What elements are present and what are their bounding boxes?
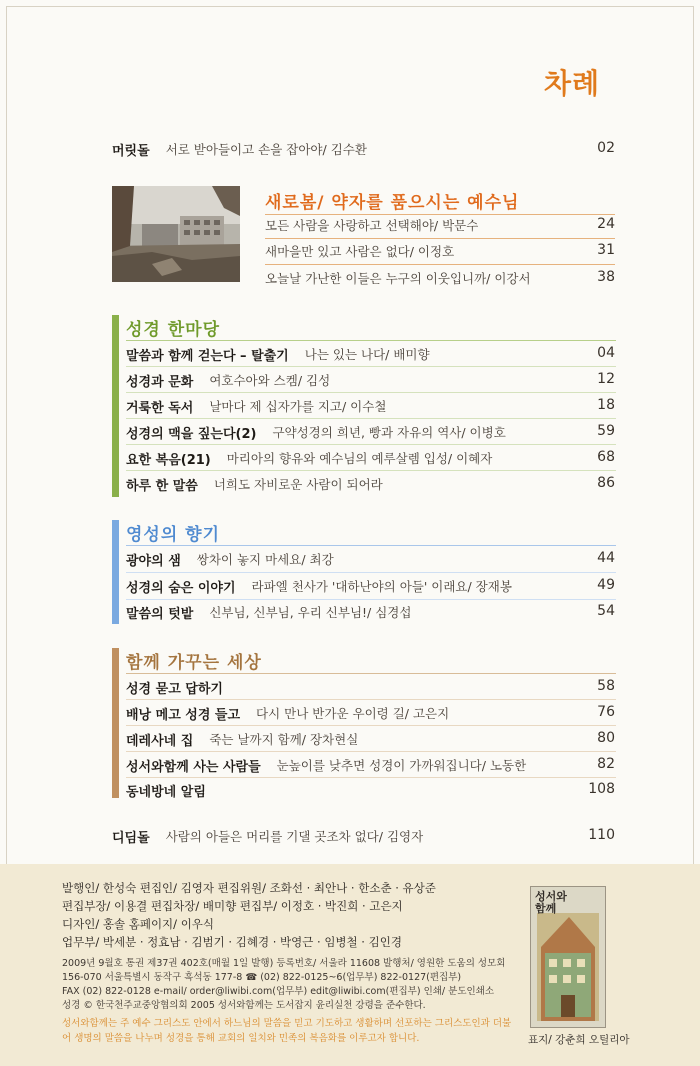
section-divider xyxy=(126,444,616,445)
section-divider xyxy=(126,545,616,546)
cover-thumbnail xyxy=(530,886,606,1028)
section-divider xyxy=(126,340,616,341)
toc-label: 요한 복음(21) xyxy=(126,452,211,468)
toc-row[interactable] xyxy=(126,548,586,570)
toc-page: 02 xyxy=(597,140,615,156)
section-divider xyxy=(126,599,616,600)
section-divider xyxy=(126,366,616,367)
toc-row-intro[interactable] xyxy=(112,138,612,160)
staff-line: 편집부장/ 이용결 편집차장/ 배미향 편집부/ 이정호 · 박진희 · 고은지 xyxy=(62,899,403,913)
toc-text: 여호수아와 스켐/ 김성 xyxy=(209,373,331,388)
toc-page: 68 xyxy=(597,449,615,465)
toc-label: 동네방네 알림 xyxy=(126,784,206,800)
section-color-bar xyxy=(112,648,119,798)
toc-label: 디딤돌 xyxy=(112,830,150,846)
toc-label: 말씀의 텃밭 xyxy=(126,606,194,622)
section-divider xyxy=(265,238,615,239)
section-divider xyxy=(126,777,616,778)
section-photo xyxy=(112,186,240,282)
toc-label: 데레사네 집 xyxy=(126,733,194,749)
toc-text: 라파엘 천사가 '대하난야의 아들' 이래요/ 장재봉 xyxy=(251,579,512,594)
construction-photo xyxy=(112,186,240,282)
toc-text: 날마다 제 십자가를 지고/ 이수철 xyxy=(209,399,387,414)
toc-row[interactable] xyxy=(126,369,586,391)
toc-row-outro[interactable] xyxy=(112,825,612,847)
toc-label: 성경과 문화 xyxy=(126,374,194,390)
section-divider xyxy=(126,392,616,393)
toc-page: 04 xyxy=(597,345,615,361)
section-divider xyxy=(126,418,616,419)
toc-row[interactable] xyxy=(126,575,586,597)
staff-line: 발행인/ 한성숙 편집인/ 김영자 편집위원/ 조화선 · 최안나 · 한소춘 · 유상준 xyxy=(62,881,436,895)
toc-label: 성서와함께 사는 사람들 xyxy=(126,759,261,775)
toc-row[interactable] xyxy=(265,267,595,289)
toc-row[interactable] xyxy=(126,728,586,750)
toc-label: 성경의 숨은 이야기 xyxy=(126,580,236,596)
toc-text: 오늘날 가난한 이들은 누구의 이웃입니까/ 이강서 xyxy=(265,271,531,286)
toc-label: 거룩한 독서 xyxy=(126,400,194,416)
section-title-saerobom: 새로봄/ 약자를 품으시는 예수님 xyxy=(265,193,520,213)
toc-page: 59 xyxy=(597,423,615,439)
staff-line: 디자인/ 홍솔 홈페이지/ 이우식 xyxy=(62,917,215,931)
toc-text: 사람의 아들은 머리를 기댈 곳조차 없다/ 김영자 xyxy=(165,829,424,844)
toc-page: 110 xyxy=(588,827,615,843)
section-divider xyxy=(126,699,616,700)
toc-label: 배낭 메고 성경 들고 xyxy=(126,707,241,723)
section-divider xyxy=(126,725,616,726)
toc-text: 나는 있는 나다/ 배미향 xyxy=(304,347,430,362)
toc-row[interactable] xyxy=(265,214,595,236)
section-divider xyxy=(265,264,615,265)
section-color-bar xyxy=(112,520,119,624)
toc-page: 12 xyxy=(597,371,615,387)
toc-row[interactable] xyxy=(126,395,586,417)
section-divider xyxy=(126,751,616,752)
toc-page: 49 xyxy=(597,577,615,593)
publication-info: FAX (02) 822-0128 e-mail/ order@liwibi.com(업무부) edit@liwibi.com(편집부) 인쇄/ 분도인쇄소 xyxy=(62,986,495,997)
publication-info: 2009년 9월호 통권 제37권 402호(매월 1일 발행) 등록번호/ 서울라 11608 발행처/ 영원한 도움의 성모회 xyxy=(62,958,506,969)
section-title-together: 함께 가꾸는 세상 xyxy=(126,653,262,673)
section-color-bar xyxy=(112,315,119,497)
toc-page: 24 xyxy=(597,216,615,232)
toc-page: 108 xyxy=(588,781,615,797)
toc-label: 광야의 샘 xyxy=(126,553,181,569)
toc-row[interactable] xyxy=(126,473,586,495)
toc-page: 82 xyxy=(597,756,615,772)
cover-caption: 표지/ 강춘희 오틸리아 xyxy=(528,1034,630,1046)
mission-statement: 성서와함께는 주 예수 그리스도 안에서 하느님의 말씀을 믿고 기도하고 생활하며 선포하는 그리스도인과 더불어 생명의 말씀을 나누며 성경을 통해 교회의 일치와 민족의 복음화를 이루고자 합니다. xyxy=(62,1018,512,1044)
cover-title: 성서와 함께 xyxy=(535,890,567,915)
toc-label: 머릿돌 xyxy=(112,143,150,159)
toc-row[interactable] xyxy=(126,447,586,469)
toc-label: 말씀과 함께 걷는다 – 탈출기 xyxy=(126,348,289,364)
toc-page: 54 xyxy=(597,603,615,619)
toc-text: 구약성경의 희년, 빵과 자유의 역사/ 이병호 xyxy=(272,425,506,440)
section-divider xyxy=(126,673,616,674)
toc-page: 18 xyxy=(597,397,615,413)
toc-text: 쌍차이 놓지 마세요/ 최강 xyxy=(196,552,334,567)
toc-text: 너희도 자비로운 사람이 되어라 xyxy=(213,477,383,492)
publication-info: 156-070 서울특별시 동작구 흑석동 177-8 ☎ (02) 822-0125~6(업무부) 822-0127(편집부) xyxy=(62,972,462,983)
section-title-bible: 성경 한마당 xyxy=(126,320,221,340)
toc-row[interactable] xyxy=(265,240,595,262)
staff-line: 업무부/ 박세분 · 정효남 · 김범기 · 김혜경 · 박영근 · 임병철 · 김인경 xyxy=(62,935,402,949)
toc-text: 죽는 날까지 함께/ 장차현실 xyxy=(209,732,359,747)
toc-page: 86 xyxy=(597,475,615,491)
toc-row[interactable] xyxy=(126,702,586,724)
toc-text: 다시 만나 반가운 우이령 길/ 고은지 xyxy=(256,706,450,721)
section-title-spirituality: 영성의 향기 xyxy=(126,525,221,545)
toc-page: 76 xyxy=(597,704,615,720)
toc-row[interactable] xyxy=(126,421,586,443)
toc-row[interactable] xyxy=(126,754,586,776)
toc-page: 58 xyxy=(597,678,615,694)
toc-label: 성경 묻고 답하기 xyxy=(126,681,223,697)
toc-text: 마리아의 향유와 예수님의 예루살렘 입성/ 이혜자 xyxy=(226,451,493,466)
toc-text: 새마을만 있고 사람은 없다/ 이정호 xyxy=(265,244,455,259)
toc-label: 하루 한 말씀 xyxy=(126,478,198,494)
toc-page: 38 xyxy=(597,269,615,285)
toc-page: 80 xyxy=(597,730,615,746)
toc-row[interactable] xyxy=(126,601,586,623)
contents-logo: 차례 xyxy=(544,67,601,100)
toc-row[interactable] xyxy=(126,779,586,801)
section-divider xyxy=(126,470,616,471)
toc-text: 눈높이를 낮추면 성경이 가까워집니다/ 노동한 xyxy=(276,758,527,773)
toc-text: 서로 받아들이고 손을 잡아야/ 김수환 xyxy=(165,142,367,157)
toc-text: 모든 사람을 사랑하고 선택해야/ 박문수 xyxy=(265,218,479,233)
toc-label: 성경의 맥을 짚는다(2) xyxy=(126,426,257,442)
toc-row[interactable] xyxy=(126,676,586,698)
section-divider xyxy=(126,572,616,573)
toc-page: 31 xyxy=(597,242,615,258)
publication-info: 성경 © 한국천주교중앙협의회 2005 성서와함께는 도서잡지 윤리실천 강령을 준수한다. xyxy=(62,1000,426,1011)
toc-page: 44 xyxy=(597,550,615,566)
toc-text: 신부님, 신부님, 우리 신부님!/ 심경섭 xyxy=(209,605,412,620)
toc-row[interactable] xyxy=(126,343,586,365)
